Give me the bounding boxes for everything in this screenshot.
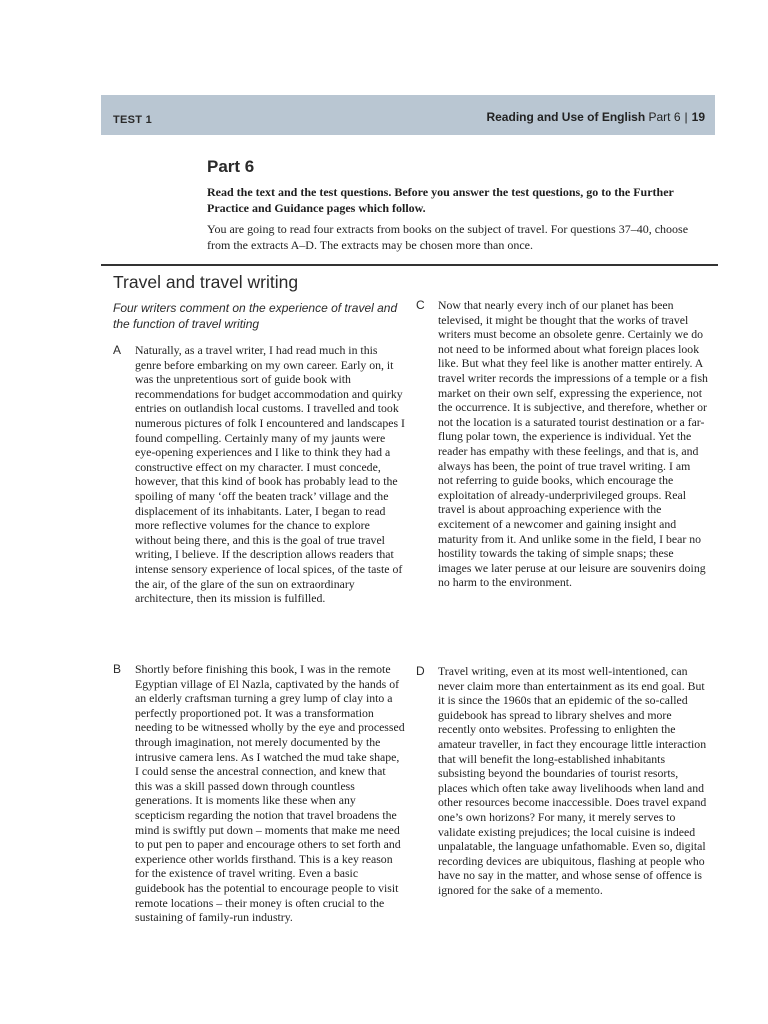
test-label: TEST 1 — [113, 114, 153, 126]
header-separator: | — [684, 110, 688, 124]
extract-text: Travel writing, even at its most well-intentioned, can never claim more than entertainment as its end goal. But it is since the 1960s that an epidemic of the so-called guidebook has spread to library shelves and more recently onto websites. Professing to enlighten the amateur traveller, in fact they encourage little interaction that will benefit the long-established inhabitants subsisting beyond the boundaries of tourist resorts, places which often take away livelihoods when land and other resources become inaccessible. Does travel expand one’s own horizons? For many, it merely serves to validate existing prejudices; the local cuisine is indeed unpalatable, the language unfathomable. Even so, digital recording devices are ubiquitous, flashing at people who have no say in the matter, and whose sense of offence is ignored for the sake of a memento. — [438, 664, 707, 897]
extract-text: Shortly before finishing this book, I was in the remote Egyptian village of El Nazla, captivated by the hands of an elderly craftsman turning a grey lump of clay into a perfectly proportioned pot. It was a transformation needing to be witnessed wholly by the eye and processed through imagination, not merely documented by the intrusive camera lens. As I watched the mud take shape, I could sense the ancestral connection, and knew that this was a skill passed down through countless generations. It is moments like these when any scepticism regarding the notion that travel broadens the mind is swiftly put down – moments that make me need to put pen to paper and encourage others to set forth and experience other worlds firsthand. This is a key reason for the existence of travel writing. Even a basic guidebook has the potential to encourage people to visit remote locations – their money is often crucial to the sustaining of family-run industry. — [135, 662, 405, 925]
page-header — [101, 95, 715, 135]
part-title: Part 6 — [207, 157, 255, 176]
extract-letter: D — [416, 664, 425, 678]
header-section-info — [486, 110, 705, 124]
part-label: Part 6 — [648, 110, 681, 124]
extract-text: Naturally, as a travel writer, I had read much in this genre before embarking on my own career. Early on, it was the unpretentious sort of guide book with recommendations for budget accommodation and quirky entries on outlandish local customs. I travelled and took numerous pictures of folk I encountered and landscapes I found compelling. Certainly many of my jaunts were eye-opening experiences and I like to think they had a constructive effect on my character. I must concede, however, that this kind of book has probably lead to the spoiling of many ‘off the beaten track’ village and the displacement of its inhabitants. Later, I began to read more reflective volumes for the chance to explore without being there, and this is the goal of true travel writing, I believe. If the description allows readers that intense sensory experience of local spices, of the taste of the air, of the glare of the sun on extraordinary architecture, then its mission is fulfilled. — [135, 343, 405, 606]
page-number: 19 — [691, 110, 705, 124]
instructions-bold: Read the text and the test questions. Before you answer the test questions, go to the Further Practice and Guidance pages which follow. — [207, 185, 674, 215]
section-name: Reading and Use of English — [486, 110, 646, 124]
divider-rule — [101, 264, 718, 266]
extract-letter: A — [113, 343, 122, 357]
article-title: Travel and travel writing — [113, 272, 299, 292]
instructions-text: You are going to read four extracts from books on the subject of travel. For questions 37–40, choose from the extracts A–D. The extracts may be chosen more than once. — [207, 222, 689, 252]
extract-text: Now that nearly every inch of our planet has been televised, it might be thought that the works of travel writers must become an obsolete genre. Certainly we do not need to be informed about what foreign places look like. But what they feel like is another matter entirely. A travel writer records the impressions of a temple or a fish market on their own self, expressing the experience, not the occurrence. It is subjective, and therefore, whether or not the location is a saturated tourist destination or a far-flung polar town, the experience is individual. Yet the reader has empathy with these feelings, and that is, and always has been, the point of true travel writing. I am not referring to guide books, which encourage the exploitation of already-underprivileged groups. Real travel is about approaching experience with the excitement of a newcomer and gaining insight and maturity from it. And unlike some in the field, I bear no hostility towards the taking of simple snaps; these images we later peruse at our leisure are souvenirs doing no harm to the environment. — [438, 298, 708, 590]
extract-letter: B — [113, 662, 122, 676]
extract-letter: C — [416, 298, 425, 312]
article-subtitle: Four writers comment on the experience of travel and the function of travel writing — [113, 301, 398, 331]
